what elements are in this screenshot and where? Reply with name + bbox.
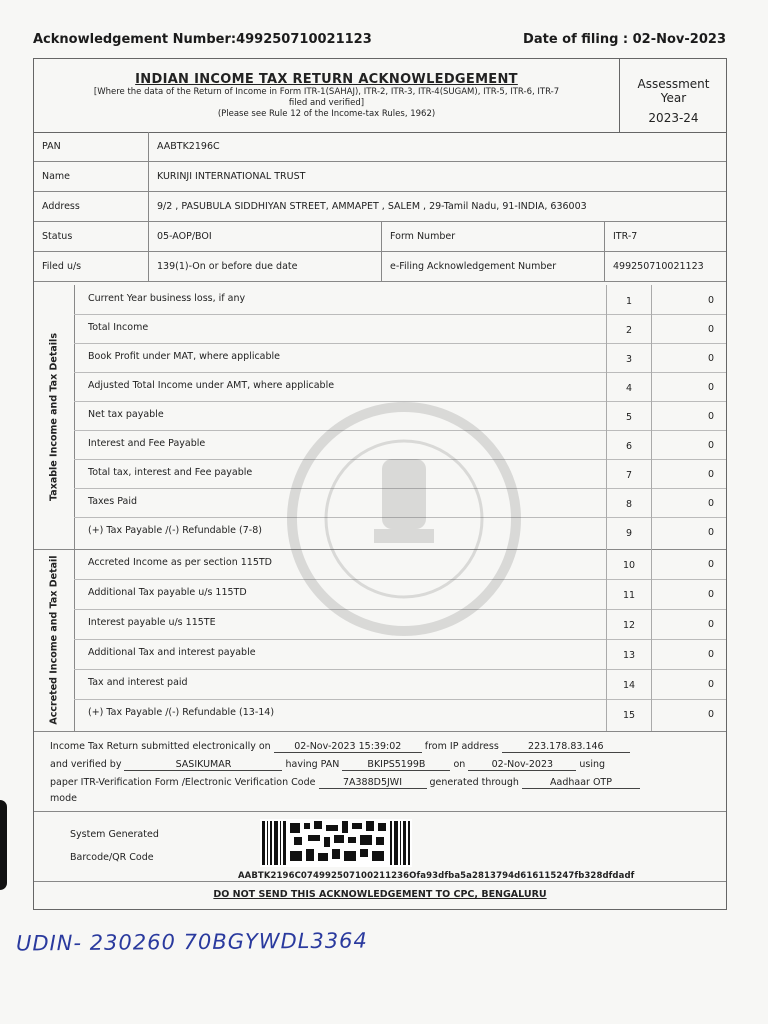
row-value: 0: [707, 324, 714, 335]
row-value: 0: [707, 440, 714, 451]
acknowledgement-form: [33, 58, 727, 910]
table-row: [74, 343, 726, 373]
row-number: 6: [606, 430, 652, 459]
row-label: Book Profit under MAT, where applicable: [88, 351, 281, 362]
name-label: Name: [34, 162, 149, 192]
acknowledgement-number: Acknowledgement Number:499250710021123: [33, 32, 372, 47]
table-row: [74, 579, 726, 610]
address-label: Address: [34, 192, 149, 222]
submission-line-2: [50, 759, 605, 771]
submission-datetime: 02-Nov-2023 15:39:02: [274, 741, 422, 753]
on-text: on: [453, 759, 466, 770]
scan-edge-mark: [0, 800, 7, 890]
row-label: Adjusted Total Income under AMT, where applicable: [88, 380, 335, 391]
row-value: 0: [707, 619, 714, 630]
form-header: [34, 59, 726, 133]
submission-details: [34, 731, 726, 812]
table-row: [74, 285, 726, 315]
taxable-section-label: Taxable Income and Tax Details: [48, 333, 60, 501]
row-label: Taxes Paid: [88, 496, 137, 507]
accreted-section-label: Accreted Income and Tax Detail: [48, 555, 60, 725]
status-label: Status: [34, 222, 149, 252]
table-row: [74, 699, 726, 731]
filed-us-row: [34, 252, 726, 282]
row-number: 15: [606, 699, 652, 731]
row-label: Interest and Fee Payable: [88, 438, 206, 449]
row-value: 0: [707, 382, 714, 393]
having-pan-text: having PAN: [285, 759, 340, 770]
table-row: [74, 430, 726, 460]
row-number: 9: [606, 517, 652, 549]
row-number: 11: [606, 579, 652, 609]
mode-text: mode: [50, 793, 77, 804]
row-label: Interest payable u/s 115TE: [88, 617, 216, 628]
row-label: Additional Tax payable u/s 115TD: [88, 587, 247, 598]
row-label: Accreted Income as per section 115TD: [88, 557, 272, 568]
row-value: 0: [707, 527, 714, 538]
table-row: [74, 459, 726, 489]
assessment-year-label: Assessment Year: [637, 77, 710, 105]
row-label: Total tax, interest and Fee payable: [88, 467, 253, 478]
table-row: [74, 314, 726, 344]
submitted-on-text: Income Tax Return submitted electronically on: [50, 741, 271, 752]
address-value: 9/2 , PASUBULA SIDDHIYAN STREET, AMMAPET , SALEM , 29-Tamil Nadu, 91-INDIA, 636003: [149, 192, 727, 222]
table-row: [74, 549, 726, 580]
row-label: (+) Tax Payable /(-) Refundable (13-14): [88, 707, 275, 718]
name-row: [34, 162, 726, 192]
accreted-section-label-box: [34, 549, 75, 731]
status-value: 05-AOP/BOI: [149, 222, 382, 252]
verifier-pan: BKIPS5199B: [342, 759, 450, 771]
address-row: [34, 192, 726, 222]
barcode-string: AABTK2196C074992507100211236Ofa93dfba5a2813794d616115247fb328dfdadf: [238, 871, 635, 881]
pan-row: [34, 132, 726, 162]
submission-line-3: [50, 777, 640, 789]
row-value: 0: [707, 295, 714, 306]
table-row: [74, 669, 726, 700]
barcode-area: [34, 811, 726, 882]
accreted-income-section: [34, 549, 726, 732]
row-label: Total Income: [88, 322, 149, 333]
efiling-ack-value: 499250710021123: [605, 252, 727, 282]
submission-line-4: [50, 793, 77, 804]
row-number: 7: [606, 459, 652, 488]
ip-text: from IP address: [424, 741, 499, 752]
row-value: 0: [707, 679, 714, 690]
row-number: 14: [606, 669, 652, 699]
row-label: (+) Tax Payable /(-) Refundable (7-8): [88, 525, 262, 536]
handwritten-udin: UDIN- 230260 70BGYWDL3364: [15, 928, 368, 956]
row-number: 4: [606, 372, 652, 401]
row-number: 2: [606, 314, 652, 343]
header-main: [34, 59, 619, 132]
row-value: 0: [707, 411, 714, 422]
barcode-qr-label: Barcode/QR Code: [70, 852, 154, 863]
table-row: [74, 401, 726, 431]
barcode-icon: [260, 819, 412, 867]
efiling-ack-label: e-Filing Acknowledgement Number: [382, 252, 605, 282]
do-not-send-note: DO NOT SEND THIS ACKNOWLEDGEMENT TO CPC, BENGALURU: [213, 889, 547, 900]
row-number: 5: [606, 401, 652, 430]
form-number-label: Form Number: [382, 222, 605, 252]
subtitle-line-3: (Please see Rule 12 of the Income-tax Rules, 1962): [217, 109, 436, 119]
row-number: 1: [606, 285, 652, 314]
status-row: [34, 222, 726, 252]
table-row: [74, 517, 726, 549]
row-value: 0: [707, 649, 714, 660]
row-label: Net tax payable: [88, 409, 164, 420]
table-row: [74, 372, 726, 402]
verification-date: 02-Nov-2023: [468, 759, 576, 771]
date-of-filing: Date of filing : 02-Nov-2023: [523, 32, 726, 47]
pan-label: PAN: [34, 132, 149, 162]
subtitle-line-2: filed and verified]: [288, 98, 365, 108]
row-number: 8: [606, 488, 652, 517]
row-number: 12: [606, 609, 652, 639]
row-value: 0: [707, 353, 714, 364]
row-label: Additional Tax and interest payable: [88, 647, 256, 658]
row-value: 0: [707, 498, 714, 509]
row-value: 0: [707, 469, 714, 480]
using-text: using: [579, 759, 606, 770]
form-number-value: ITR-7: [605, 222, 727, 252]
filed-us-label: Filed u/s: [34, 252, 149, 282]
name-value: KURINJI INTERNATIONAL TRUST: [149, 162, 727, 192]
subtitle-line-1: [Where the data of the Return of Income in Form ITR-1(SAHAJ), ITR-2, ITR-3, ITR-4(SUGAM), ITR-5, ITR-6, ITR-7: [93, 87, 560, 97]
table-row: [74, 639, 726, 670]
filed-us-value: 139(1)-On or before due date: [149, 252, 382, 282]
system-generated-label: System Generated: [70, 829, 159, 840]
row-label: Tax and interest paid: [88, 677, 188, 688]
ip-address: 223.178.83.146: [502, 741, 630, 753]
evc-text: paper ITR-Verification Form /Electronic Verification Code: [50, 777, 316, 788]
row-value: 0: [707, 589, 714, 600]
row-value: 0: [707, 559, 714, 570]
verification-method: Aadhaar OTP: [522, 777, 640, 789]
verifier-name: SASIKUMAR: [124, 759, 282, 771]
assessment-year-value: 2023-24: [648, 111, 699, 125]
submission-line-1: [50, 741, 630, 753]
taxable-income-section: [34, 285, 726, 550]
assessment-year-box: [619, 59, 727, 132]
row-number: 13: [606, 639, 652, 669]
row-label: Current Year business loss, if any: [88, 293, 246, 304]
row-value: 0: [707, 709, 714, 720]
generated-through-text: generated through: [429, 777, 519, 788]
pan-value: AABTK2196C: [149, 132, 727, 162]
taxpayer-info-table: [34, 132, 726, 282]
form-subtitle: [34, 87, 619, 120]
row-number: 3: [606, 343, 652, 372]
table-row: [74, 488, 726, 518]
table-row: [74, 609, 726, 640]
form-title: INDIAN INCOME TAX RETURN ACKNOWLEDGEMENT: [135, 72, 518, 87]
row-number: 10: [606, 549, 652, 579]
taxable-section-label-box: [34, 285, 75, 549]
verified-by-text: and verified by: [50, 759, 122, 770]
evc-code: 7A388D5JWI: [319, 777, 427, 789]
